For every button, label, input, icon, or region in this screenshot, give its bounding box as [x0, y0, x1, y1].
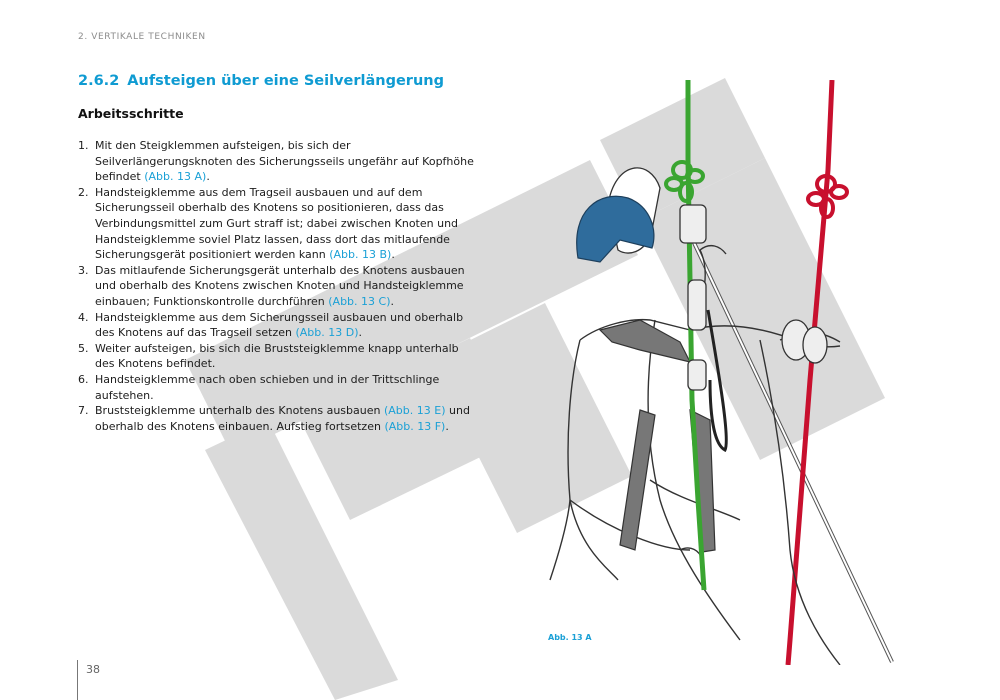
- helmet: [577, 196, 654, 262]
- figure-reference[interactable]: (Abb. 13 D): [295, 326, 359, 340]
- step-number: 2.: [78, 185, 89, 199]
- step-text: Handsteigklemme aus dem Sicherungsseil ausbauen und oberhalb des Knotens auf das Tragseil setzen: [95, 310, 464, 340]
- figure-caption: Abb. 13 A: [548, 633, 592, 642]
- page-number: 38: [86, 663, 100, 676]
- step-text-end: .: [391, 248, 395, 262]
- step-item: [78, 403, 478, 434]
- step-text: Das mitlaufende Sicherungsgerät unterhalb des Knotens ausbauen und oberhalb des Knotens zwischen Knoten und Handsteigklemme einbauen; Funktionskontrolle durchführen: [95, 263, 465, 308]
- figure-reference[interactable]: (Abb. 13 C): [328, 294, 391, 308]
- step-number: 7.: [78, 404, 89, 418]
- figure-reference[interactable]: (Abb. 13 B): [329, 248, 392, 262]
- step-text: Handsteigklemme aus dem Tragseil ausbauen und auf dem Sicherungsseil oberhalb des Knotens so positionieren, dass das Verbindungsmittel zum Gurt straff ist; dabei zwischen Knoten und Handsteigklemme soviel Platz lassen, dass dort das mitlaufende Sicherungsgerät positioniert werden kann: [95, 185, 459, 262]
- step-number: 1.: [78, 139, 89, 152]
- step-item: [78, 185, 478, 263]
- step-number: 3.: [78, 263, 89, 277]
- figure-reference[interactable]: (Abb. 13 F): [384, 419, 446, 433]
- step-text-end: .: [390, 294, 394, 308]
- step-text: Handsteigklemme nach oben schieben und in der Trittschlinge aufstehen.: [95, 372, 440, 402]
- section-title: [78, 73, 444, 89]
- step-item: [78, 263, 478, 310]
- step-item: [78, 138, 478, 185]
- figure-reference[interactable]: (Abb. 13 A): [144, 170, 207, 184]
- step-text: Weiter aufsteigen, bis sich die Bruststeigklemme knapp unterhalb des Knotens befindet.: [95, 341, 459, 371]
- rope-devices: [680, 205, 827, 390]
- steps-list: [78, 138, 478, 434]
- section-title-text: Aufsteigen über eine Seilverlängerung: [127, 73, 444, 89]
- step-text-end: .: [358, 326, 363, 340]
- section-number: 2.6.2: [78, 73, 120, 89]
- step-item: [78, 310, 478, 341]
- running-header: 2. VERTIKALE TECHNIKEN: [78, 32, 206, 42]
- climber-illustration: [540, 80, 920, 665]
- step-item: [78, 372, 478, 403]
- step-number: 5.: [78, 341, 89, 355]
- step-text-end: .: [445, 419, 449, 433]
- step-text: Bruststeigklemme unterhalb des Knotens ausbauen: [95, 404, 384, 418]
- step-item: [78, 341, 478, 372]
- step-text-end: .: [206, 170, 210, 184]
- subsection-title: Arbeitsschritte: [78, 106, 184, 121]
- climber-head: [577, 168, 660, 262]
- step-text-middle: und oberhalb des Knotens einbauen. Aufstieg fortsetzen: [95, 404, 470, 433]
- step-number: 6.: [78, 372, 89, 386]
- green-knot: [666, 162, 703, 201]
- step-text: Mit den Steigklemmen aufsteigen, bis sich der Seilverlängerungsknoten des Sicherungsseils ungefähr auf Kopfhöhe befindet: [95, 139, 474, 184]
- step-number: 4.: [78, 310, 89, 324]
- figure-reference[interactable]: (Abb. 13 E): [383, 404, 446, 418]
- page-rule: [77, 660, 78, 700]
